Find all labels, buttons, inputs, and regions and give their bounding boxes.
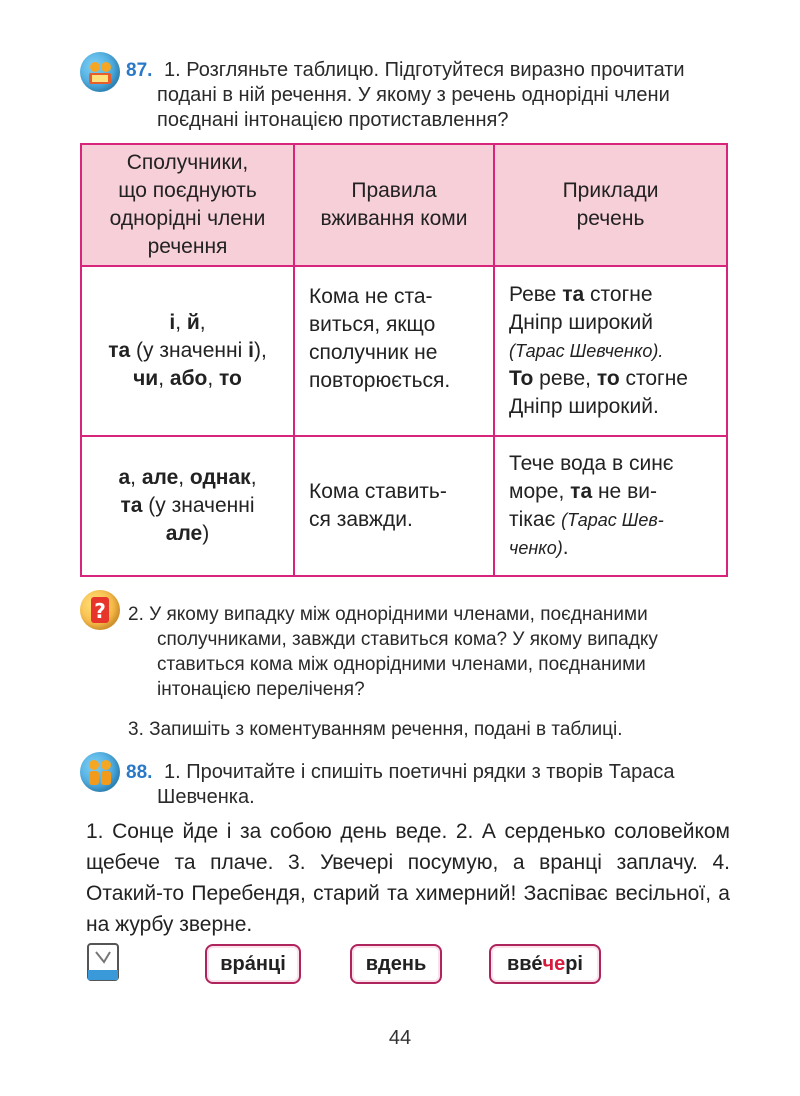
exercise-87-number: 87. <box>126 60 153 81</box>
task2-line3: ставиться кома між однорідними членами, поєднаними <box>157 654 646 675</box>
header-examples: Приклади речень <box>494 144 727 266</box>
poetic-lines: 1. Сонце йде і за собою день веде. 2. А серденько соловейком щебече та плаче. 3. Увечері посумую, а вранці заплачу. 4. Отакий-то Перебендя, старий та химерний! Заспіває весільної, а на журбу зверне. <box>86 820 730 936</box>
exercise-88-number: 88. <box>126 762 153 783</box>
row2-conjunctions: а, але, однак, та (у значенні але) <box>81 436 294 576</box>
word-vvecheri: ввечері <box>489 944 601 984</box>
dictionary-icon <box>84 940 124 984</box>
table-header-row <box>81 144 727 266</box>
exercise-88-line1: 1. Прочитайте і спишіть поетичні рядки з творів Тараса <box>164 761 675 783</box>
exercise-87-line1: 1. Розгляньте таблицю. Підготуйтеся виразно прочитати <box>164 59 685 81</box>
task2-line1: 2. У якому випадку між однорідними членами, поєднаними <box>128 604 648 625</box>
row1-rule: Кома не ста- виться, якщо сполучник не повторюється. <box>294 266 494 436</box>
page-number: 44 <box>388 1027 412 1049</box>
svg-text:?: ? <box>94 599 106 623</box>
conjunctions-table <box>80 143 728 577</box>
word-vrantsi: вра́нці <box>205 944 301 984</box>
row1-example: Реве та стогне Дніпр широкий (Тарас Шевченко). То реве, то стогне Дніпр широкий. <box>494 266 727 436</box>
table-row <box>81 266 727 436</box>
word-vden: вдень <box>350 944 442 984</box>
table-row <box>81 436 727 576</box>
two-kids-icon <box>80 752 120 792</box>
row2-rule: Кома ставить- ся завжди. <box>294 436 494 576</box>
question-mark-icon <box>80 590 120 630</box>
exercise-87-line3: поєднані інтонацією протиставлення? <box>157 109 509 131</box>
task3: 3. Запишіть з коментуванням речення, подані в таблиці. <box>128 719 623 740</box>
exercise-88-line2: Шевченка. <box>157 786 255 808</box>
reading-kids-icon <box>80 52 120 92</box>
task2-line4: інтонацією переліченя? <box>157 679 365 700</box>
exercise-87-line2: подані в ній речення. У якому з речень однорідні члени <box>157 84 670 106</box>
row2-example: Тече вода в синє море, та не ви- тікає (Тарас Шев- ченко). <box>494 436 727 576</box>
header-comma-rules: Правила вживання коми <box>294 144 494 266</box>
row1-conjunctions: і, й, та (у значенні і), чи, або, то <box>81 266 294 436</box>
task2-line2: сполучниками, завжди ставиться кома? У якому випадку <box>157 629 658 650</box>
header-conjunctions: Сполучники, що поєднують однорідні члени речення <box>81 144 294 266</box>
